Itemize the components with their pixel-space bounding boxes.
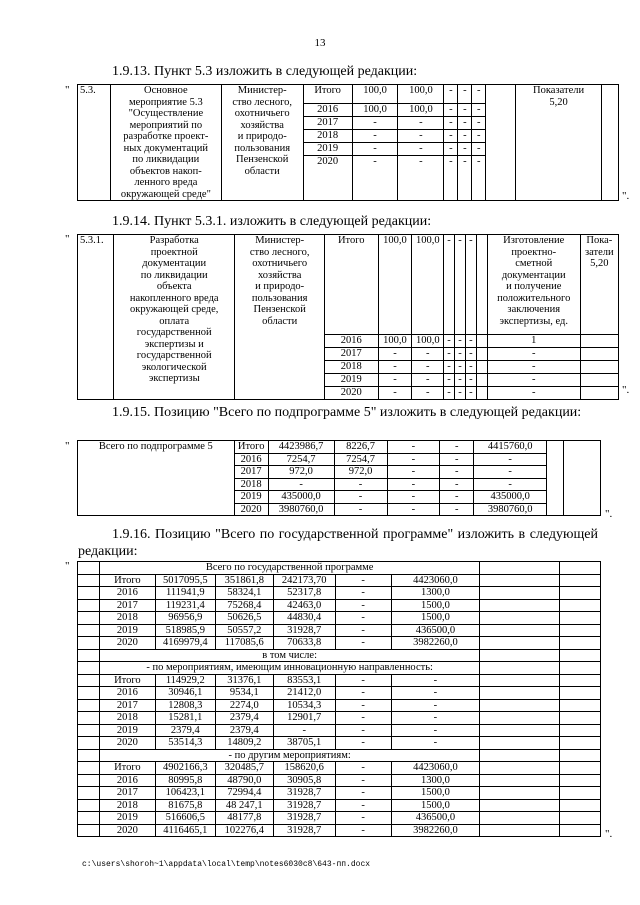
description-line: Основное <box>143 85 188 96</box>
quote-close: ". <box>605 508 613 520</box>
description-line: мероприятий по <box>129 119 203 131</box>
quote-close: ". <box>622 190 630 202</box>
result-line: проектно- <box>511 246 557 258</box>
table-cell: - <box>335 712 391 725</box>
table-item-5-3 <box>77 84 619 201</box>
table-row: 5.3.1. Разработка проектной документации по ликвидации объекта накопленного вреда окружающей среде, оплата государственной экспертизы и государственной экологической экспертизы Министер- ство лесного, охотничьего хозяйства и природо- пользования Пензенской области Итого 100,0 100,0 - - - Изготовление проектно- сметной документации и получение положительного заключения экспертизы, ед. Пока- затели 5,20 <box>78 235 619 335</box>
table-cell: 436500,0 <box>391 812 480 825</box>
table-row <box>78 812 601 825</box>
table-cell: 4169979,4 <box>155 637 215 650</box>
quote-open: " <box>65 560 70 572</box>
table-row: 2020 - - - - - - <box>78 387 619 400</box>
description-line: по ликвидации <box>140 269 208 281</box>
table-cell: 2016 <box>99 774 155 787</box>
description-line: по ликвидации <box>132 154 200 165</box>
description-line: "Осуществление <box>128 108 204 119</box>
table-cell: - <box>335 687 391 700</box>
table-title: Всего по государственной программе <box>99 562 479 575</box>
table-cell: Итого <box>99 574 155 587</box>
indicator-line: затели <box>585 246 614 258</box>
executor-line: хозяйства <box>257 269 302 281</box>
table-cell: 12808,3 <box>155 699 215 712</box>
table-cell: 31928,7 <box>273 799 335 812</box>
table-cell: 75268,4 <box>215 599 273 612</box>
description-line: объектов накоп- <box>129 165 202 177</box>
executor-line: и природо- <box>237 131 287 142</box>
page-number: 13 <box>314 37 326 49</box>
table-cell: 2019 <box>99 812 155 825</box>
table-cell: - <box>335 574 391 587</box>
table-cell: Итого <box>99 762 155 775</box>
table-cell: - <box>335 799 391 812</box>
table-row: 2019 - - - - - - <box>78 374 619 387</box>
table-cell: - <box>335 737 391 750</box>
indicator-line: Показатели <box>533 85 585 96</box>
executor-line: Министер- <box>237 85 287 96</box>
description-line: оплата <box>159 315 190 327</box>
table-cell: - <box>391 737 480 750</box>
description-line: экологической <box>141 361 207 373</box>
quote-close: ". <box>622 384 630 396</box>
result-line: экспертизы, ед. <box>499 315 568 327</box>
table-cell: 1300,0 <box>391 774 480 787</box>
description-line: объекта <box>156 281 192 292</box>
table-cell: 48790,0 <box>215 774 273 787</box>
table-cell: - <box>391 712 480 725</box>
table-row <box>78 824 601 837</box>
table-row <box>78 562 601 575</box>
table-cell: 320485,7 <box>215 762 273 775</box>
table-cell: - <box>391 674 480 687</box>
table-row: 2016 7254,7 7254,7 - - - <box>78 453 601 466</box>
executor-line: пользования <box>234 142 291 154</box>
table-cell: 102276,4 <box>215 824 273 837</box>
item-executor <box>221 85 303 201</box>
indicator-cell <box>516 85 602 201</box>
table-cell: 12901,7 <box>273 712 335 725</box>
item-description <box>114 235 235 400</box>
table-row: 2019 - - - - - <box>78 143 619 156</box>
description-line: окружающей среде, <box>130 304 219 315</box>
table-cell: 119231,4 <box>155 599 215 612</box>
table-row <box>78 774 601 787</box>
table-subprogram-5 <box>77 440 601 516</box>
indicator-cell <box>580 235 618 335</box>
table-cell: - <box>335 787 391 800</box>
table-row <box>78 637 601 650</box>
table-cell: 42463,0 <box>273 599 335 612</box>
indicator-line: 5,20 <box>590 258 609 269</box>
executor-line: охотничьего <box>252 258 308 269</box>
subheading-other: - по другим мероприятиям: <box>99 749 479 762</box>
table-cell: - <box>335 624 391 637</box>
table-cell: 1500,0 <box>391 799 480 812</box>
table-cell: 4902166,3 <box>155 762 215 775</box>
table-row <box>78 762 601 775</box>
description-line: экспертизы <box>148 373 200 384</box>
table-cell: Итого <box>99 674 155 687</box>
table-cell: 50557,2 <box>215 624 273 637</box>
table-cell: 2020 <box>99 737 155 750</box>
table-row <box>78 624 601 637</box>
table-cell: 2018 <box>99 712 155 725</box>
section-heading-1: 1.9.13. Пункт 5.3 изложить в следующей редакции: <box>112 64 418 79</box>
table-cell: - <box>335 637 391 650</box>
table-cell: 5017095,5 <box>155 574 215 587</box>
table-row: 2020 3980760,0 - - - 3980760,0 <box>78 503 601 516</box>
table-cell: 518985,9 <box>155 624 215 637</box>
table-cell: - <box>335 762 391 775</box>
table-row: Всего по подпрограмме 5 Итого 4423986,7 8226,7 - - 4415760,0 <box>78 441 601 454</box>
table-cell: 2020 <box>99 637 155 650</box>
table-cell: 52317,8 <box>273 587 335 600</box>
indicator-line: Пока- <box>586 235 613 246</box>
table-state-program <box>77 561 601 837</box>
table-cell: 3982260,0 <box>391 637 480 650</box>
table-cell: 72994,4 <box>215 787 273 800</box>
table-cell: 10534,3 <box>273 699 335 712</box>
executor-line: ство лесного, <box>232 96 293 108</box>
table-cell: 48177,8 <box>215 812 273 825</box>
quote-close: ". <box>605 828 613 840</box>
table-cell: - <box>391 699 480 712</box>
table-cell: 50626,5 <box>215 612 273 625</box>
table-cell: 9534,1 <box>215 687 273 700</box>
table-cell: 2018 <box>99 799 155 812</box>
item-number: 5.3.1. <box>78 235 114 400</box>
executor-line: Пензенской <box>236 154 289 165</box>
executor-line: области <box>244 165 280 177</box>
table-cell: 2379,4 <box>215 724 273 737</box>
table-cell: - <box>391 687 480 700</box>
table-cell: 106423,1 <box>155 787 215 800</box>
table-cell: 1500,0 <box>391 612 480 625</box>
table-cell: 96956,9 <box>155 612 215 625</box>
table-cell: - <box>335 699 391 712</box>
table-row <box>78 737 601 750</box>
table-row <box>78 799 601 812</box>
executor-line: ство лесного, <box>249 246 310 258</box>
table-row: 2016 100,0 100,0 - - - 1 <box>78 335 619 348</box>
table-cell: 1500,0 <box>391 599 480 612</box>
description-line: государственной <box>136 327 212 338</box>
table-cell: 48 247,1 <box>215 799 273 812</box>
description-line: накопленного вреда <box>129 292 219 304</box>
table-cell: 2016 <box>99 587 155 600</box>
table-cell: 4423060,0 <box>391 574 480 587</box>
table-cell: - <box>335 724 391 737</box>
executor-line: хозяйства <box>240 119 284 131</box>
table-row <box>78 724 601 737</box>
table-cell: 83553,1 <box>273 674 335 687</box>
table-cell: 114929,2 <box>155 674 215 687</box>
section-heading-2: 1.9.14. Пункт 5.3.1. изложить в следующей редакции: <box>112 214 432 229</box>
table-cell: 31376,1 <box>215 674 273 687</box>
table-row: 2016 100,0 100,0 - - - <box>78 104 619 117</box>
executor-line: Пензенской <box>253 304 306 315</box>
result-line: Изготовление <box>503 235 565 246</box>
result-line: и получение <box>506 281 562 292</box>
subheading-innovative: - по мероприятиям, имеющим инновационную направленность: <box>99 662 479 675</box>
section-heading-4: 1.9.16. Позицию "Всего по государственной программе" изложить в следующей редакции: <box>78 527 598 559</box>
table-cell: - <box>335 824 391 837</box>
table-cell: 2016 <box>99 687 155 700</box>
description-line: ных документаций <box>123 142 209 154</box>
table-cell: 14809,2 <box>215 737 273 750</box>
table-row: 2019 435000,0 - - - 435000,0 <box>78 491 601 504</box>
table-cell: 2018 <box>99 612 155 625</box>
table-cell: 2019 <box>99 624 155 637</box>
table-cell: 117085,6 <box>215 637 273 650</box>
table-cell: 2020 <box>99 824 155 837</box>
description-line: проектной <box>150 246 198 258</box>
table-cell: 2379,4 <box>215 712 273 725</box>
table-cell: 80995,8 <box>155 774 215 787</box>
table-cell: 3982260,0 <box>391 824 480 837</box>
table-cell: - <box>335 812 391 825</box>
table-cell: - <box>335 612 391 625</box>
table-row <box>78 574 601 587</box>
table-cell: 81675,8 <box>155 799 215 812</box>
table-cell: 2017 <box>99 599 155 612</box>
description-line: окружающей среде" <box>120 188 211 200</box>
table-cell: 58324,1 <box>215 587 273 600</box>
table-cell: 158620,6 <box>273 762 335 775</box>
table-cell: 31928,7 <box>273 824 335 837</box>
result-line: положительного <box>497 292 571 304</box>
table-cell: 15281,1 <box>155 712 215 725</box>
table-row: 2017 - - - - - - <box>78 348 619 361</box>
table-cell: 31928,7 <box>273 624 335 637</box>
table-row <box>78 787 601 800</box>
table-cell: 4423060,0 <box>391 762 480 775</box>
table-row <box>78 662 601 675</box>
table-row: 2017 972,0 972,0 - - - <box>78 466 601 479</box>
description-line: ленного вреда <box>134 177 198 188</box>
table-cell: 1500,0 <box>391 787 480 800</box>
subprogram-label: Всего по подпрограмме 5 <box>78 441 235 516</box>
table-row: 5.3. Основное мероприятие 5.3 "Осуществление мероприятий по разработке проект- ных документаций по ликвидации объектов накоп- ленного вреда окружающей среде" Министер- ство лесного, охотничьего хозяйства и природо- пользования Пензенской области Итого 100,0 100,0 - - - Показатели 5,20 <box>78 85 619 104</box>
table-row: 2017 - - - - - <box>78 117 619 130</box>
table-cell: 2017 <box>99 787 155 800</box>
table-cell: - <box>335 674 391 687</box>
table-row <box>78 649 601 662</box>
table-row <box>78 687 601 700</box>
executor-line: пользования <box>251 292 308 304</box>
table-cell: 351861,8 <box>215 574 273 587</box>
table-cell: 2274,0 <box>215 699 273 712</box>
table-row <box>78 587 601 600</box>
table-cell: 30905,8 <box>273 774 335 787</box>
quote-open: " <box>65 440 70 452</box>
quote-open: " <box>65 84 70 96</box>
description-line: экспертизы и <box>144 338 204 350</box>
table-row <box>78 712 601 725</box>
section-heading-3: 1.9.15. Позицию "Всего по подпрограмме 5" изложить в следующей редакции: <box>112 405 582 420</box>
executor-line: охотничьего <box>234 108 290 119</box>
executor-line: Министер- <box>255 235 305 246</box>
table-cell: 30946,1 <box>155 687 215 700</box>
description-line: мероприятие 5.3 <box>128 96 203 108</box>
table-cell: 53514,3 <box>155 737 215 750</box>
table-row: 2018 - - - - - <box>78 478 601 491</box>
subheading-including: в том числе: <box>99 649 479 662</box>
result-line: заключения <box>507 304 561 315</box>
description-line: разработке проект- <box>123 131 209 142</box>
table-cell: 516606,5 <box>155 812 215 825</box>
result-line: сметной <box>515 258 553 269</box>
table-cell: - <box>335 587 391 600</box>
table-cell: - <box>273 724 335 737</box>
item-number: 5.3. <box>78 85 111 201</box>
table-row <box>78 674 601 687</box>
table-item-5-3-1 <box>77 234 619 400</box>
file-path-footer: c:\users\shoroh~1\appdata\local\temp\notes6030c8\643-пп.docx <box>82 860 371 869</box>
table-cell: - <box>335 774 391 787</box>
quote-open: " <box>65 233 70 245</box>
item-executor <box>235 235 325 400</box>
description-line: Разработка <box>149 235 199 246</box>
table-row <box>78 699 601 712</box>
table-cell: 38705,1 <box>273 737 335 750</box>
table-cell: - <box>335 599 391 612</box>
table-cell: 1300,0 <box>391 587 480 600</box>
table-cell: 436500,0 <box>391 624 480 637</box>
table-row <box>78 749 601 762</box>
result-cell <box>487 235 580 335</box>
table-cell: - <box>391 724 480 737</box>
table-row: 2018 - - - - - - <box>78 361 619 374</box>
state-program-body <box>78 562 601 837</box>
table-row: 2020 - - - - - <box>78 156 619 201</box>
table-cell: 70633,8 <box>273 637 335 650</box>
table-cell: 31928,7 <box>273 787 335 800</box>
table-cell: 4116465,1 <box>155 824 215 837</box>
table-cell: 2017 <box>99 699 155 712</box>
indicator-line: 5,20 <box>549 96 568 108</box>
table-cell: 21412,0 <box>273 687 335 700</box>
item-description <box>110 85 221 201</box>
executor-line: области <box>262 315 298 327</box>
result-line: документации <box>501 269 566 281</box>
table-cell: 2019 <box>99 724 155 737</box>
table-row: 2018 - - - - - <box>78 130 619 143</box>
table-cell: 111941,9 <box>155 587 215 600</box>
table-cell: 2379,4 <box>155 724 215 737</box>
executor-line: и природо- <box>255 281 305 292</box>
table-row <box>78 612 601 625</box>
description-line: государственной <box>136 350 212 361</box>
description-line: документации <box>142 258 207 269</box>
table-row <box>78 599 601 612</box>
table-cell: 242173,70 <box>273 574 335 587</box>
table-cell: 44830,4 <box>273 612 335 625</box>
table-cell: 31928,7 <box>273 812 335 825</box>
